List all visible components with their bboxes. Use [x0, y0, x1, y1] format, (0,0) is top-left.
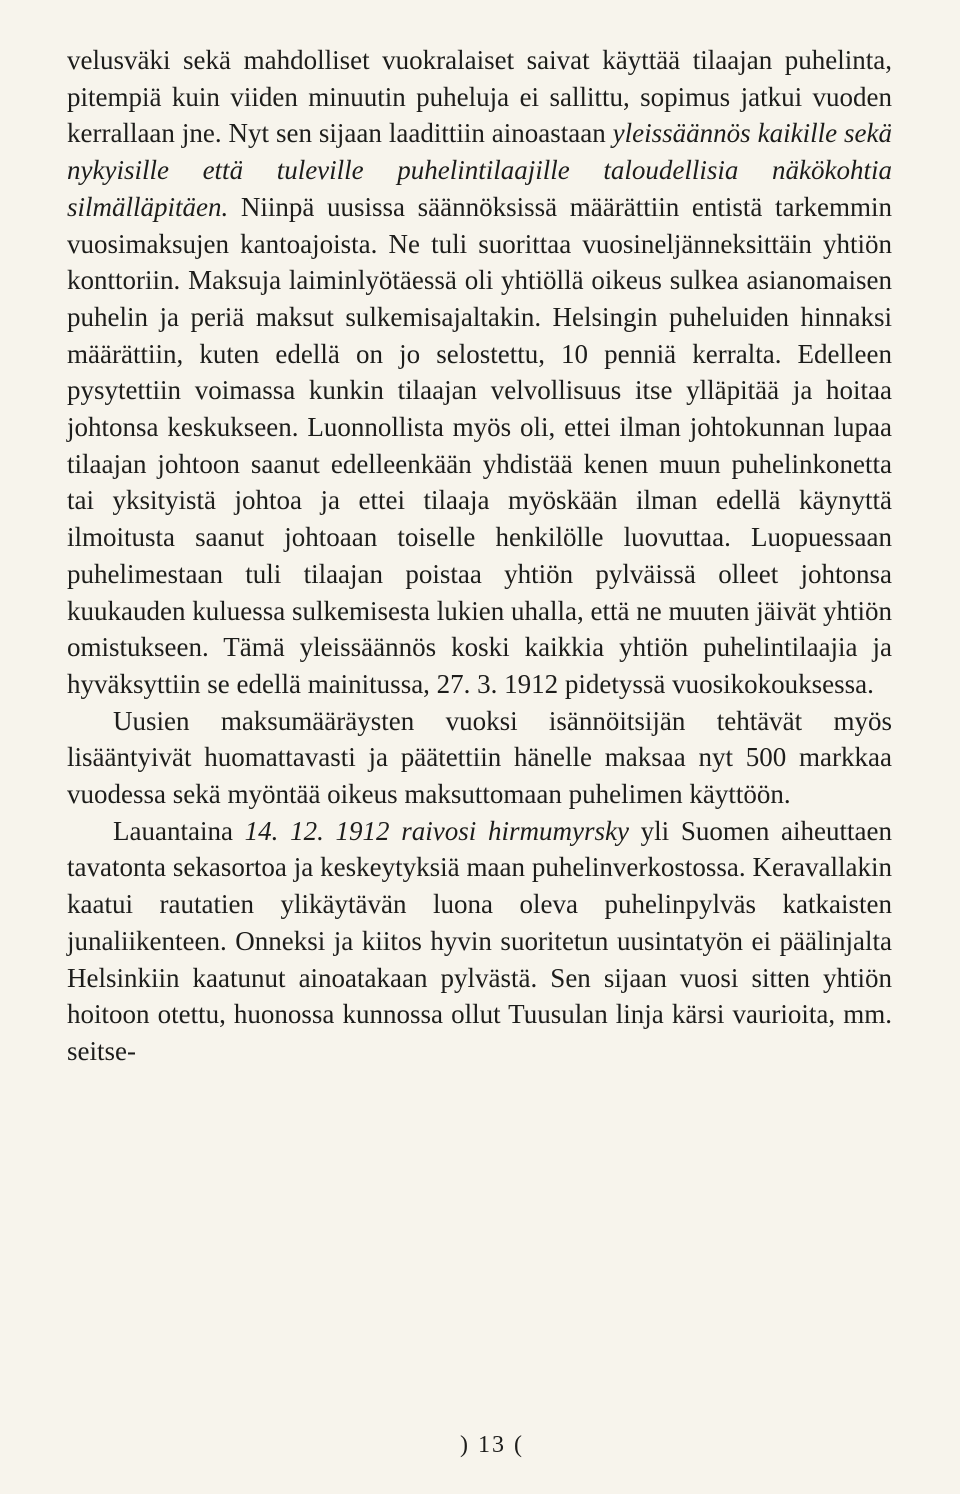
paragraph-1-italic: yleissäännös kaikille sekä nykyisille että tuleville puhelintilaajille taloudellisia näkökohtia silmälläpitäen.: [67, 118, 892, 222]
paragraph-3-text-continued: yli Suomen aiheuttaen tavatonta sekasortoa ja keskeytyksiä maan puhelinverkostossa. Keravallakin kaatui rautatien ylikäytävän luona oleva puhelinpylväs katkaisten junaliikenteen. Onneksi ja kiitos hyvin suoritetun uusintatyön ei päälinjalta Helsinkiin kaatunut ainoatakaan pylvästä. Sen sijaan vuosi sitten yhtiön hoitoon otettu, huonossa kunnossa ollut Tuusulan linja kärsi vaurioita, mm. seitse-: [67, 815, 892, 1066]
paragraph-3-text: Lauantaina: [113, 815, 245, 846]
paragraph-3-italic: 14. 12. 1912 raivosi hirmumyrsky: [244, 815, 629, 846]
paragraph-3: [67, 813, 892, 1070]
page-number: [0, 1432, 960, 1459]
paragraph-2: [67, 703, 892, 813]
paragraph-1: [67, 42, 892, 703]
page-number-text: ) 13 (: [460, 1432, 524, 1458]
paragraph-2-text: Uusien maksumääräysten vuoksi isännöitsijän tehtävät myös lisääntyivät huomattavasti ja päätettiin hänelle maksaa nyt 500 markkaa vuodessa sekä myöntää oikeus maksuttomaan puhelimen käyttöön.: [67, 705, 892, 810]
paragraph-1-text-continued: Niinpä uusissa säännöksissä määrättiin entistä tarkemmin vuosimaksujen kantoajoista. Ne tuli suorittaa vuosineljänneksittäin yhtiön konttoriin. Maksuja laiminlyötäessä oli yhtiöllä oikeus sulkea asianomaisen puhelin ja periä maksut sulkemisajaltakin. Helsingin puheluiden hinnaksi määrättiin, kuten edellä on jo selostettu, 10 penniä kerralta. Edelleen pysytettiin voimassa kunkin tilaajan velvollisuus itse ylläpitää ja hoitaa johtonsa keskukseen. Luonnollista myös oli, ettei ilman johtokunnan lupaa tilaajan johtoon saanut edelleenkään yhdistää kenen muun puhelinkonetta tai yksityistä johtoa ja ettei tilaaja myöskään ilman edellä käynyttä ilmoitusta saanut johtoaan toiselle henkilölle luovuttaa. Luopuessaan puhelimestaan tuli tilaajan poistaa yhtiön pylväissä olleet johtonsa kuukauden kuluessa sulkemisesta lukien uhalla, että ne muuten jäivät yhtiön omistukseen. Tämä yleissäännös koski kaikkia yhtiön puhelintilaajia ja hyväksyttiin se edellä mainitussa, 27. 3. 1912 pidetyssä vuosikokouksessa.: [67, 191, 892, 699]
paragraph-1-text: velusväki sekä mahdolliset vuokralaiset saivat käyttää tilaajan puhelinta, pitempiä kuin viiden minuutin puheluja ei sallittu, sopimus jatkui vuoden kerrallaan jne. Nyt sen sijaan laadittiin ainoastaan: [67, 45, 892, 149]
body-text: [67, 42, 892, 1070]
